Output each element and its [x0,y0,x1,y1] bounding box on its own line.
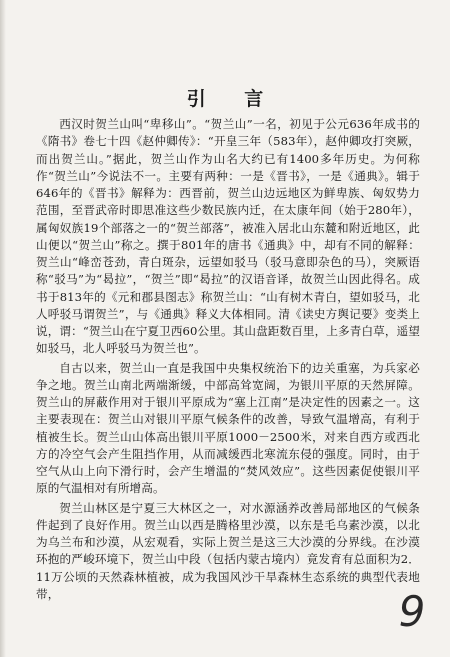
paragraph-1: 西汉时贺兰山叫“卑移山”。“贺兰山”一名，初见于公元636年成书的《隋书》卷七十四《赵仲卿传》：“开皇三年（583年），赵仲卿攻打突厥，而出贺兰山。”据此，贺兰山作为山名大约已有1400多年历史。为何称作“贺兰山”今说法不一。主要有两种：一是《晋书》，一是《通典》。辑于646年的《晋书》解释为：西晋前，贺兰山边远地区为鲜卑族、匈奴势力范围，至晋武帝时即思准这些少数民族内迁，在太康年间（始于280年），属匈奴族19个部落之一的“贺兰部落”，被准入居北山东麓和附近地区，此山便以“贺兰山”称之。撰于801年的唐书《通典》中，却有不同的解释：贺兰山“峰峦苍劲，青白斑杂，远望如驳马（驳马意即杂色的马），突厥语称“驳马”为“曷拉”，“贺兰”即“曷拉”的汉语音译，故贺兰山因此得名。成书于813年的《元和郡县图志》称贺兰山：“山有树木青白，望如驳马，北人呼驳马谓贺兰”，与《通典》释义大体相同。清《读史方舆记要》变类上说，谓：“贺兰山在宁夏卫西60公里。其山盘距数百里，上多青白草，遥望如驳马，北人呼驳马为贺兰也”。 [36,117,420,356]
page-number: 9 [398,587,426,636]
body-text [36,116,420,605]
chapter-title: 引 言 [186,88,280,110]
paragraph-2: 自古以来，贺兰山一直是我国中央集权统治下的边关重塞，为兵家必争之地。贺兰山南北两端渐缓，中部高耸宽阔，为银川平原的天然屏障。贺兰山的屏蔽作用对于银川平原成为“塞上江南”是决定性的因素之一。这主要表现在：贺兰山对银川平原气候条件的改善，导致气温增高，有利于植被生长。贺兰山山体高出银川平原1000－2500米，对来自西方或西北方的冷空气会产生阻挡作用，从而减缓西北寒流东侵的强度。同时，由于空气从山上向下滑行时，会产生增温的“焚风效应”。这些因素促使银川平原的气温相对有所增高。 [36,360,420,496]
paragraph-3: 贺兰山林区是宁夏三大林区之一，对水源涵养改善局部地区的气候条件起到了良好作用。贺兰山以西是腾格里沙漠，以东是毛乌素沙漠，以北为乌兰布和沙漠，从宏观看，实际上贺兰是这三大沙漠的分界线。在沙漠环抱的严峻环境下，贺兰山中段（包括内蒙古境内）竟发育有总面积为2．11万公顷的天然森林植被，成为我国风沙干旱森林生态系统的典型代表地带， [36,500,420,601]
